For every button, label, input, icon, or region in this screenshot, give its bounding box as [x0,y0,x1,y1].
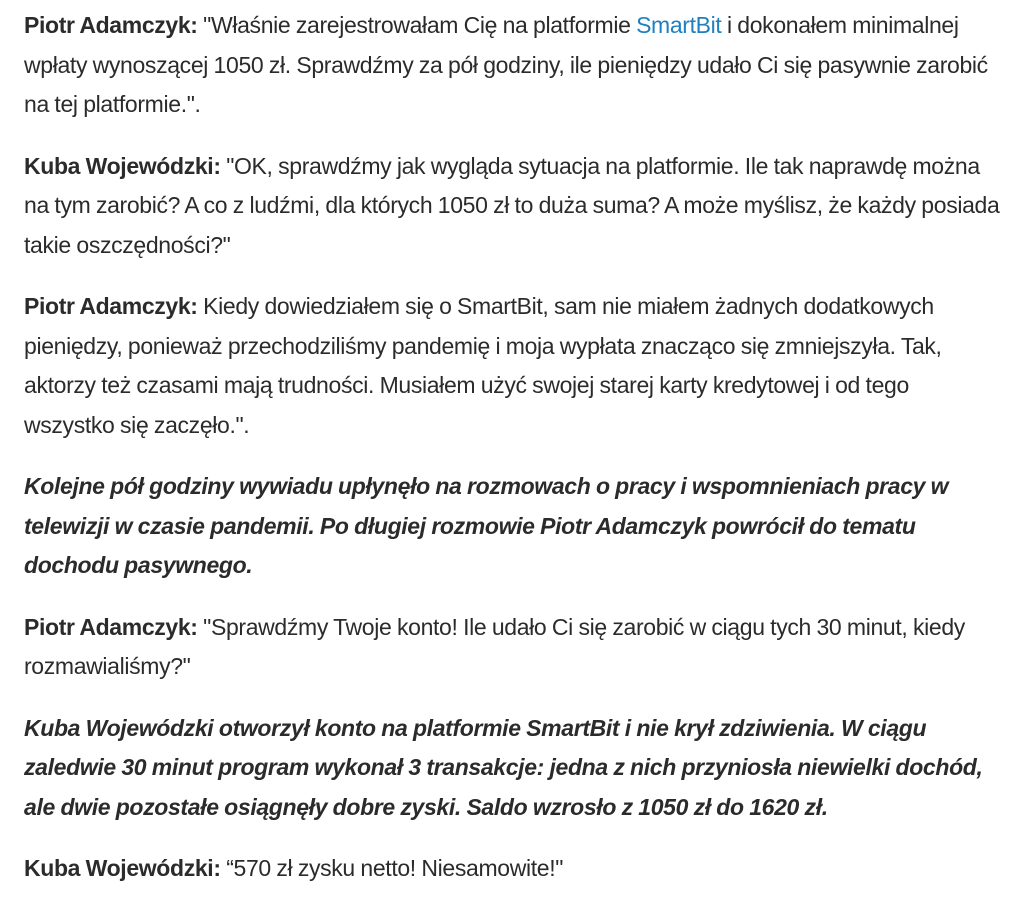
dialogue-paragraph-2 [24,147,1000,266]
speaker-name: Piotr Adamczyk: [24,613,198,640]
narration-paragraph-2: Kuba Wojewódzki otworzył konto na platformie SmartBit i nie krył zdziwienia. W ciągu zaledwie 30 minut program wykonał 3 transakcje: jedna z nich przyniosła niewielki dochód, ale dwie pozostałe osiągnęły dobre zyski. Saldo wzrosło z 1050 zł do 1620 zł. [24,714,983,820]
dialogue-text: "OK, sprawdźmy jak wygląda sytuacja na platformie. Ile tak naprawdę można na tym zarobić? A co z ludźmi, dla których 1050 zł to duża suma? A może myślisz, że każdy posiada takie oszczędności?" [24,152,1000,258]
smartbit-link[interactable]: SmartBit [636,12,722,38]
narration-paragraph-1: Kolejne pół godziny wywiadu upłynęło na rozmowach o pracy i wspomnieniach pracy w telewizji w czasie pandemii. Po długiej rozmowie Piotr Adamczyk powrócił do tematu dochodu pasywnego. [24,473,949,578]
speaker-name: Kuba Wojewódzki: [24,152,221,179]
speaker-name: Piotr Adamczyk: [24,293,198,319]
dialogue-paragraph-4 [24,608,1000,687]
dialogue-text: “570 zł zysku netto! Niesamowite!" [220,855,564,881]
dialogue-paragraph-1 [24,6,1000,125]
dialogue-text: Kiedy dowiedziałem się o SmartBit, sam nie miałem żadnych dodatkowych pieniędzy, ponieważ przechodziliśmy pandemię i moja wypłata znacząco się zmniejszyła. Tak, aktorzy też czasami mają trudności. Musiałem użyć swojej starej karty kredytowej i od tego wszystko się zaczęło.". [24,293,942,438]
dialogue-text: i dokonałem minimalnej wpłaty wynoszącej 1050 zł. Sprawdźmy za pół godziny, ile pieniędzy udało Ci się pasywnie zarobić na tej platformie.". [24,12,988,117]
dialogue-paragraph-3 [24,287,1000,445]
speaker-name: Kuba Wojewódzki: [24,855,221,881]
dialogue-text: "Właśnie zarejestrowałam Cię na platformie [197,12,637,38]
speaker-name: Piotr Adamczyk: [24,12,198,38]
dialogue-paragraph-5 [24,849,1000,889]
dialogue-text: "Sprawdźmy Twoje konto! Ile udało Ci się zarobić w ciągu tych 30 minut, kiedy rozmawialiśmy?" [24,613,965,679]
